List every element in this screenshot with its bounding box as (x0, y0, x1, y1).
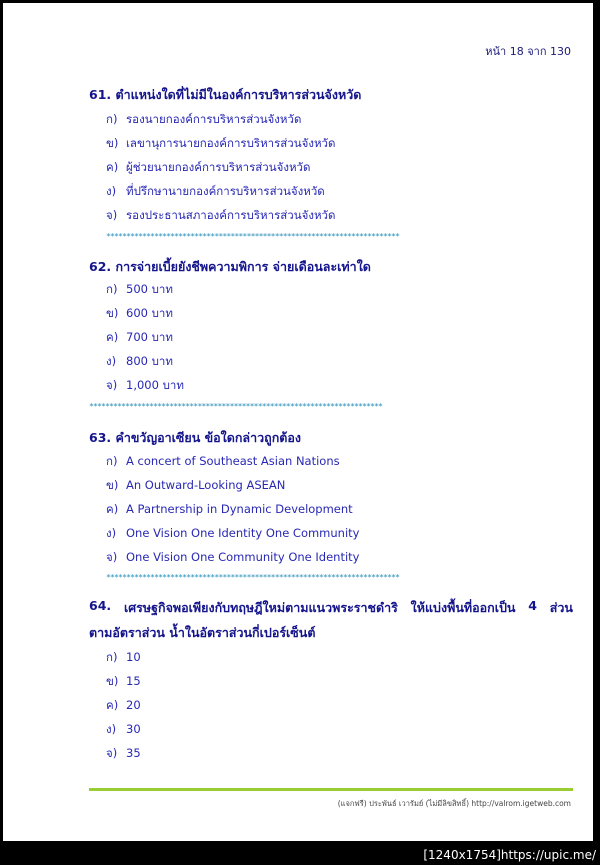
option-label: ก) (106, 282, 118, 296)
option-text: A concert of Southeast Asian Nations (126, 454, 340, 468)
option-text: 800 บาท (126, 354, 173, 368)
option-label: ก) (106, 112, 118, 126)
option-62-c (106, 329, 173, 347)
option-64-d (106, 721, 141, 739)
option-label: ค) (106, 698, 119, 712)
option-text: ที่ปรึกษานายกองค์การบริหารส่วนจังหวัด (126, 184, 325, 198)
document-page (3, 3, 593, 841)
option-text: 20 (126, 698, 141, 712)
question-64-title (89, 598, 573, 618)
option-label: ง) (106, 184, 117, 198)
option-63-a (106, 453, 340, 471)
option-label: จ) (106, 378, 118, 392)
option-label: ง) (106, 526, 117, 540)
separator: ************************************************************************* (106, 573, 400, 582)
option-label: จ) (106, 550, 118, 564)
option-63-d (106, 525, 359, 543)
separator: ************************************************************************* (89, 402, 383, 411)
option-64-e (106, 745, 141, 763)
option-label: ข) (106, 674, 119, 688)
option-label: ค) (106, 330, 119, 344)
option-64-c (106, 697, 141, 715)
question-64-text-part: ส่วน (549, 600, 573, 615)
option-62-a (106, 281, 173, 299)
question-64-text-part: เศรษฐกิจพอเพียงกับทฤษฎีใหม่ตามแนวพระราชดำริ (123, 600, 398, 615)
option-label: ข) (106, 478, 119, 492)
option-63-b (106, 477, 285, 495)
option-text: 15 (126, 674, 141, 688)
option-label: ง) (106, 354, 117, 368)
option-text: 600 บาท (126, 306, 173, 320)
option-text: ผู้ช่วยนายกองค์การบริหารส่วนจังหวัด (126, 160, 311, 174)
option-label: จ) (106, 746, 118, 760)
option-61-d (106, 183, 325, 201)
option-63-c (106, 501, 353, 519)
option-text: รองนายกองค์การบริหารส่วนจังหวัด (126, 112, 302, 126)
option-text: 700 บาท (126, 330, 173, 344)
option-label: ก) (106, 650, 118, 664)
footer-credit: (แจกฟรี) ประพันธ์ เวารัมย์ (ไม่มีลิขสิทธิ์) http://valrom.igetweb.com (337, 799, 571, 808)
option-61-a (106, 111, 301, 129)
option-label: ข) (106, 306, 119, 320)
option-label: ข) (106, 136, 119, 150)
option-label: จ) (106, 208, 118, 222)
option-63-e (106, 549, 359, 567)
option-text: เลขานุการนายกองค์การบริหารส่วนจังหวัด (126, 136, 336, 150)
question-62-title: 62. การจ่ายเบี้ยยังชีพความพิการ จ่ายเดือนละเท่าใด (89, 259, 371, 274)
option-61-e (106, 207, 335, 225)
footer-divider (89, 788, 573, 791)
page-number: หน้า 18 จาก 130 (485, 45, 571, 58)
question-64-number: 64. (89, 598, 112, 613)
image-host-watermark: [1240x1754]https://upic.me/ (423, 848, 596, 862)
question-64-text-part: 4 (528, 598, 537, 613)
option-64-b (106, 673, 141, 691)
option-label: ก) (106, 454, 118, 468)
option-label: ค) (106, 502, 119, 516)
option-text: รองประธานสภาองค์การบริหารส่วนจังหวัด (126, 208, 336, 222)
question-63-title: 63. คำขวัญอาเซียน ข้อใดกล่าวถูกต้อง (89, 430, 301, 445)
option-61-c (106, 159, 310, 177)
option-text: An Outward-Looking ASEAN (126, 478, 286, 492)
option-62-e (106, 377, 184, 395)
option-61-b (106, 135, 335, 153)
option-label: ค) (106, 160, 119, 174)
option-text: 10 (126, 650, 141, 664)
option-text: 30 (126, 722, 141, 736)
option-text: One Vision One Community One Identity (126, 550, 360, 564)
option-62-d (106, 353, 173, 371)
separator: ************************************************************************* (106, 232, 400, 241)
question-64-title-continued: ตามอัตราส่วน น้ำในอัตราส่วนกี่เปอร์เซ็นต์ (89, 625, 316, 640)
option-text: A Partnership in Dynamic Development (126, 502, 353, 516)
option-text: 500 บาท (126, 282, 173, 296)
question-64-text-part: ให้แบ่งพื้นที่ออกเป็น (410, 600, 516, 615)
option-64-a (106, 649, 141, 667)
option-62-b (106, 305, 173, 323)
option-text: 35 (126, 746, 141, 760)
option-text: One Vision One Identity One Community (126, 526, 360, 540)
question-61-title: 61. ตำแหน่งใดที่ไม่มีในองค์การบริหารส่วนจังหวัด (89, 87, 362, 102)
option-label: ง) (106, 722, 117, 736)
option-text: 1,000 บาท (126, 378, 184, 392)
